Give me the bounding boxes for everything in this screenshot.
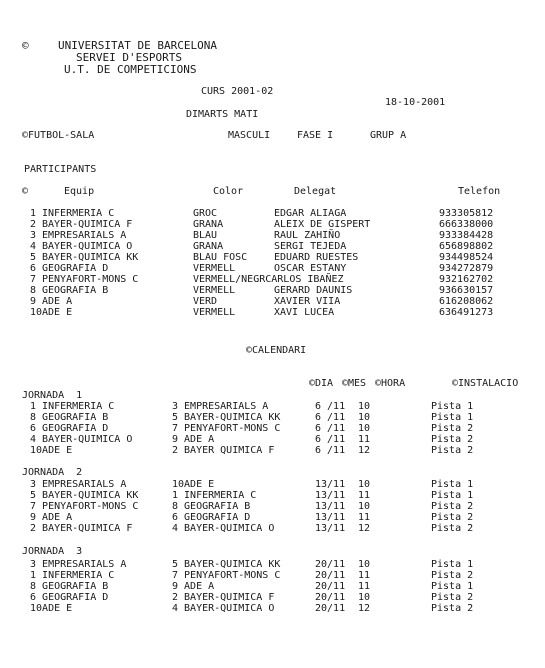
match-venue: Pista 1	[431, 581, 474, 592]
participant-color: VERMELL	[193, 285, 236, 296]
phase-label: FASE I	[297, 130, 334, 141]
participant-phone: 932162702	[439, 274, 494, 285]
participant-color: BLAU FOSC	[193, 252, 248, 263]
sport-label: ©FUTBOL-SALA	[22, 130, 95, 141]
participant-color: VERD	[193, 296, 218, 307]
match-away: 2 BAYER-QUIMICA F	[172, 592, 275, 603]
participant-number: 2	[30, 219, 37, 230]
match-venue: Pista 2	[431, 592, 474, 603]
match-venue: Pista 2	[431, 445, 474, 456]
table-row	[0, 219, 545, 230]
calendar-header-venue: ©INSTALACIO	[452, 378, 519, 389]
match-venue: Pista 2	[431, 434, 474, 445]
participant-number: 10	[30, 307, 43, 318]
match-date: 13/11	[315, 512, 346, 523]
course-label: CURS 2001-02	[201, 86, 274, 97]
participant-team: EMPRESARIALS A	[42, 230, 127, 241]
match-home: 3 EMPRESARIALS A	[24, 479, 127, 490]
match-away: 3 EMPRESARIALS A	[172, 401, 269, 412]
session-label: DIMARTS MATI	[186, 109, 259, 120]
match-venue: Pista 2	[431, 523, 474, 534]
match-home: 6 GEOGRAFIA D	[24, 423, 109, 434]
match-venue: Pista 1	[431, 412, 474, 423]
participant-phone: 934498524	[439, 252, 494, 263]
participant-delegate: XAVIER VIIA	[274, 296, 341, 307]
participant-team: GEOGRAFIA B	[42, 285, 109, 296]
category-label: MASCULI	[228, 130, 271, 141]
match-away: 7 PENYAFORT-MONS C	[172, 423, 281, 434]
table-row	[0, 252, 545, 263]
participant-phone: 934272879	[439, 263, 494, 274]
participant-team: GEOGRAFIA D	[42, 263, 109, 274]
participants-title: PARTICIPANTS	[24, 164, 97, 175]
match-hour: 11	[358, 581, 371, 592]
match-away: 2 BAYER QUIMICA F	[172, 445, 275, 456]
match-away: 6 GEOGRAFIA D	[172, 512, 251, 523]
calendar-header-hour: ©HORA	[375, 378, 406, 389]
match-row	[0, 559, 545, 570]
participant-team: ADE A	[42, 296, 73, 307]
match-row	[0, 603, 545, 614]
match-home: 2 BAYER-QUIMICA F	[24, 523, 133, 534]
match-row	[0, 490, 545, 501]
match-row	[0, 570, 545, 581]
table-row	[0, 307, 545, 318]
match-row	[0, 479, 545, 490]
participant-color: VERMELL	[193, 307, 236, 318]
match-row	[0, 401, 545, 412]
match-date: 6 /11	[315, 423, 346, 434]
match-date: 6 /11	[315, 412, 346, 423]
match-home: 1 INFERMERIA C	[24, 401, 115, 412]
match-away: 8 GEOGRAFIA B	[172, 501, 251, 512]
match-away: 4 BAYER-QUIMICA O	[172, 603, 275, 614]
participant-number: 8	[30, 285, 37, 296]
match-home: 8 GEOGRAFIA B	[24, 581, 109, 592]
match-date: 20/11	[315, 592, 346, 603]
match-row	[0, 581, 545, 592]
calendar-header-day: ©DIA	[309, 378, 334, 389]
match-date: 20/11	[315, 570, 346, 581]
participant-delegate: XAVI LUCEA	[274, 307, 335, 318]
participant-color: BLAU	[193, 230, 218, 241]
match-hour: 12	[358, 603, 371, 614]
match-venue: Pista 2	[431, 423, 474, 434]
match-hour: 10	[358, 423, 371, 434]
match-away: 9 ADE A	[172, 434, 215, 445]
match-hour: 10	[358, 501, 371, 512]
match-hour: 11	[358, 512, 371, 523]
match-venue: Pista 1	[431, 559, 474, 570]
participant-phone: 656898802	[439, 241, 494, 252]
participant-phone: 616208062	[439, 296, 494, 307]
match-hour: 12	[358, 445, 371, 456]
participants-header-phone: Telefon	[458, 186, 501, 197]
round-label: JORNADA 3	[22, 546, 83, 557]
match-row	[0, 592, 545, 603]
participant-phone: 933384428	[439, 230, 494, 241]
table-row	[0, 241, 545, 252]
participant-number: 9	[30, 296, 37, 307]
match-venue: Pista 2	[431, 603, 474, 614]
table-row	[0, 263, 545, 274]
calendar-title: ©CALENDARI	[246, 345, 307, 356]
table-row	[0, 296, 545, 307]
participant-team: ADE E	[42, 307, 73, 318]
match-home: 6 GEOGRAFIA D	[24, 592, 109, 603]
match-hour: 10	[358, 412, 371, 423]
match-home: 5 BAYER-QUIMICA KK	[24, 490, 139, 501]
unit-name: U.T. DE COMPETICIONS	[64, 63, 197, 76]
participant-delegate: OSCAR ESTANY	[274, 263, 347, 274]
participant-phone: 933305812	[439, 208, 494, 219]
match-hour: 10	[358, 592, 371, 603]
participant-delegate: ALEIX DE GISPERT	[274, 219, 371, 230]
match-date: 6 /11	[315, 401, 346, 412]
participant-color: GROC	[193, 208, 218, 219]
report-date: 18-10-2001	[385, 97, 446, 108]
match-date: 13/11	[315, 490, 346, 501]
participant-number: 3	[30, 230, 37, 241]
table-row	[0, 274, 545, 285]
match-venue: Pista 1	[431, 490, 474, 501]
match-home: 7 PENYAFORT-MONS C	[24, 501, 139, 512]
round-label: JORNADA 2	[22, 467, 83, 478]
match-row	[0, 434, 545, 445]
match-away: 10ADE E	[172, 479, 215, 490]
match-row	[0, 512, 545, 523]
group-label: GRUP A	[370, 130, 407, 141]
participant-team: BAYER-QUIMICA F	[42, 219, 133, 230]
participant-color: VERMELL	[193, 263, 236, 274]
table-row	[0, 230, 545, 241]
match-venue: Pista 2	[431, 570, 474, 581]
match-row	[0, 445, 545, 456]
match-date: 20/11	[315, 581, 346, 592]
participant-color: GRANA	[193, 219, 224, 230]
participant-number: 6	[30, 263, 37, 274]
participant-phone: 636491273	[439, 307, 494, 318]
match-date: 13/11	[315, 523, 346, 534]
participant-number: 1	[30, 208, 37, 219]
participant-team: PENYAFORT-MONS C	[42, 274, 139, 285]
participants-header-color: Color	[213, 186, 244, 197]
match-hour: 10	[358, 479, 371, 490]
match-home: 8 GEOGRAFIA B	[24, 412, 109, 423]
round-label: JORNADA 1	[22, 390, 83, 401]
match-hour: 11	[358, 434, 371, 445]
participant-number: 7	[30, 274, 37, 285]
match-date: 13/11	[315, 501, 346, 512]
participant-team: BAYER-QUIMICA O	[42, 241, 133, 252]
match-date: 20/11	[315, 559, 346, 570]
match-home: 9 ADE A	[24, 512, 73, 523]
participant-delegate: SERGI TEJEDA	[274, 241, 347, 252]
service-name: SERVEI D'ESPORTS	[76, 51, 182, 64]
participant-number: 5	[30, 252, 37, 263]
participant-phone: 936630157	[439, 285, 494, 296]
participant-color: VERMELL/NEGRCARLOS IBAÑEZ	[193, 274, 344, 285]
participant-delegate: GERARD DAUNIS	[274, 285, 353, 296]
participant-phone: 666338000	[439, 219, 494, 230]
match-hour: 11	[358, 570, 371, 581]
participant-team: BAYER-QUIMICA KK	[42, 252, 139, 263]
table-row	[0, 208, 545, 219]
match-away: 7 PENYAFORT-MONS C	[172, 570, 281, 581]
match-row	[0, 523, 545, 534]
match-away: 5 BAYER-QUIMICA KK	[172, 412, 281, 423]
participant-team: INFERMERIA C	[42, 208, 115, 219]
participants-header-team: Equip	[64, 186, 95, 197]
match-row	[0, 501, 545, 512]
match-date: 20/11	[315, 603, 346, 614]
match-venue: Pista 1	[431, 479, 474, 490]
match-date: 6 /11	[315, 434, 346, 445]
match-home: 4 BAYER-QUIMICA O	[24, 434, 133, 445]
match-date: 6 /11	[315, 445, 346, 456]
match-hour: 10	[358, 401, 371, 412]
participant-color: GRANA	[193, 241, 224, 252]
match-away: 5 BAYER-QUIMICA KK	[172, 559, 281, 570]
match-row	[0, 412, 545, 423]
institution-mark: ©	[22, 39, 29, 52]
match-venue: Pista 1	[431, 401, 474, 412]
match-home: 10ADE E	[24, 603, 73, 614]
match-hour: 11	[358, 490, 371, 501]
table-row	[0, 285, 545, 296]
participant-delegate: EDGAR ALIAGA	[274, 208, 347, 219]
match-home: 10ADE E	[24, 445, 73, 456]
participants-header-mark: ©	[22, 186, 29, 197]
participant-delegate: EDUARD RUESTES	[274, 252, 359, 263]
participant-number: 4	[30, 241, 37, 252]
match-away: 4 BAYER-QUIMICA O	[172, 523, 275, 534]
match-hour: 12	[358, 523, 371, 534]
match-away: 9 ADE A	[172, 581, 215, 592]
match-home: 1 INFERMERIA C	[24, 570, 115, 581]
calendar-header-month: ©MES	[342, 378, 367, 389]
match-away: 1 INFERMERIA C	[172, 490, 257, 501]
match-venue: Pista 2	[431, 512, 474, 523]
participant-delegate: RAUL ZAHIÑO	[274, 230, 341, 241]
participants-header-delegate: Delegat	[294, 186, 337, 197]
match-home: 3 EMPRESARIALS A	[24, 559, 127, 570]
match-hour: 10	[358, 559, 371, 570]
institution-name: UNIVERSITAT DE BARCELONA	[58, 39, 217, 52]
match-venue: Pista 2	[431, 501, 474, 512]
match-row	[0, 423, 545, 434]
match-date: 13/11	[315, 479, 346, 490]
